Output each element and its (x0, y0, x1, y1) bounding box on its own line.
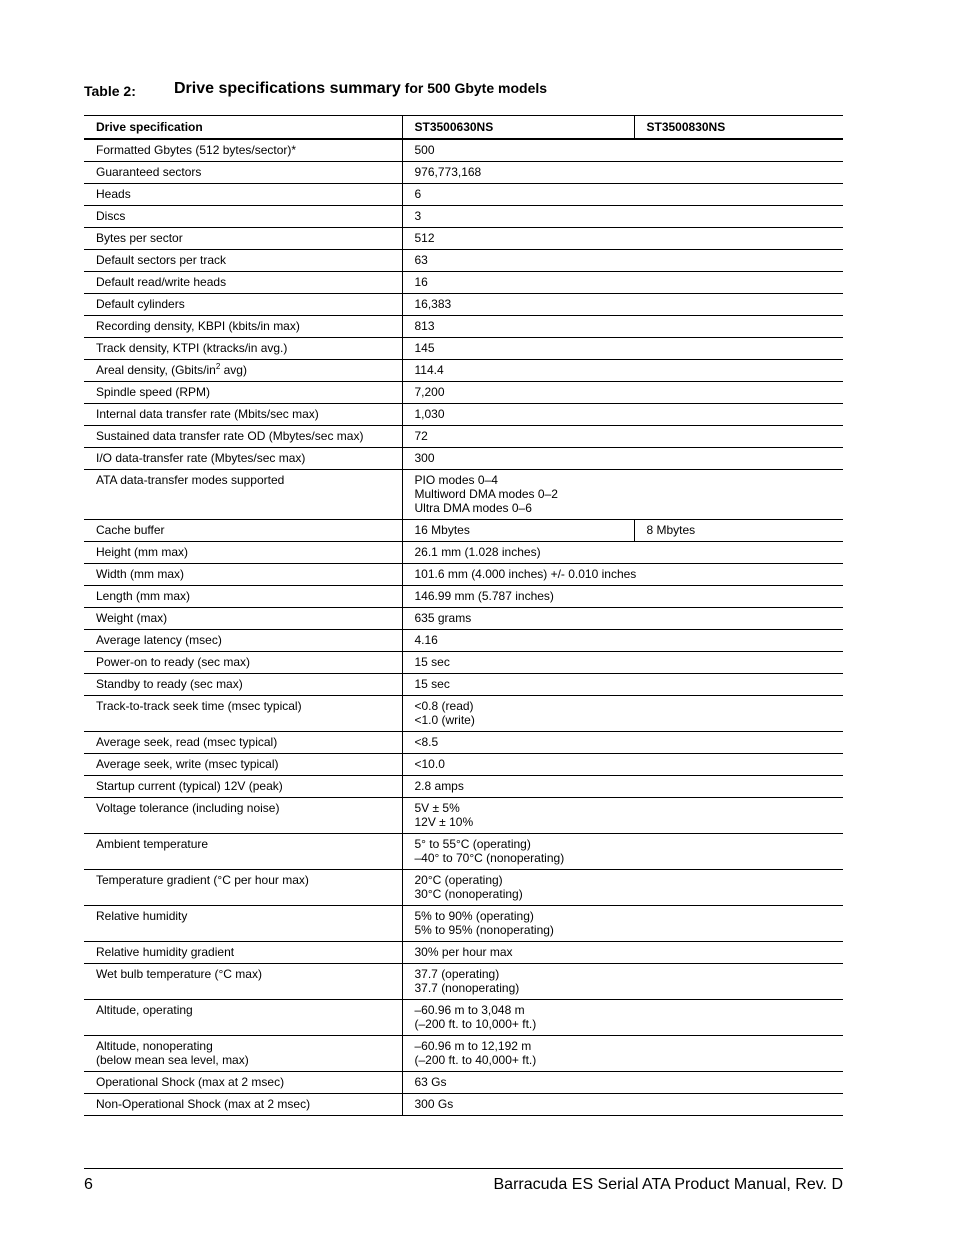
table-row (84, 250, 843, 272)
spec-name: Power-on to ready (sec max) (96, 655, 251, 669)
table-row (84, 1072, 843, 1094)
spec-value: 5° to 55°C (operating) (414, 837, 531, 851)
spec-value-cell (402, 426, 843, 448)
spec-value-cell (402, 942, 843, 964)
spec-name-cell (84, 542, 402, 564)
spec-value: 5V ± 5% (414, 801, 460, 815)
table-row (84, 338, 843, 360)
spec-value-cell (402, 586, 843, 608)
spec-name: Length (mm max) (96, 589, 191, 603)
spec-value-cell (402, 139, 843, 162)
spec-name-suffix: avg) (220, 363, 247, 377)
table-body (84, 139, 843, 1116)
spec-value: 813 (414, 319, 435, 333)
spec-name-cell (84, 586, 402, 608)
spec-value: 15 sec (414, 655, 450, 669)
spec-value-cell (402, 964, 843, 1000)
spec-name: Bytes per sector (96, 231, 183, 245)
spec-name-cell (84, 696, 402, 732)
spec-name: Height (mm max) (96, 545, 189, 559)
spec-name-cell (84, 228, 402, 250)
spec-value: <10.0 (414, 757, 445, 771)
spec-value-cell (402, 250, 843, 272)
table-title (174, 80, 547, 98)
spec-value: 30°C (nonoperating) (414, 887, 523, 901)
spec-value-cell (402, 316, 843, 338)
spec-value-cell (402, 448, 843, 470)
table-row (84, 630, 843, 652)
footer-divider (84, 1168, 843, 1169)
spec-value: 63 Gs (414, 1075, 447, 1089)
spec-value: 26.1 mm (1.028 inches) (414, 545, 541, 559)
table-row (84, 426, 843, 448)
table-row (84, 942, 843, 964)
spec-name: I/O data-transfer rate (Mbytes/sec max) (96, 451, 306, 465)
spec-value-st3500830ns: 8 Mbytes (634, 520, 843, 542)
spec-value: 16 Mbytes (414, 523, 470, 537)
spec-value-cell (402, 382, 843, 404)
spec-value-cell (402, 404, 843, 426)
spec-name-cell (84, 1000, 402, 1036)
spec-name: Formatted Gbytes (512 bytes/sector)* (96, 143, 297, 157)
table-row (84, 382, 843, 404)
spec-name: Startup current (typical) 12V (peak) (96, 779, 283, 793)
spec-name-cell (84, 426, 402, 448)
spec-value: –40° to 70°C (nonoperating) (414, 851, 565, 865)
spec-name-cell (84, 564, 402, 586)
spec-name: Ambient temperature (96, 837, 209, 851)
spec-name-cell (84, 798, 402, 834)
spec-name-cell (84, 272, 402, 294)
table-row (84, 542, 843, 564)
spec-value: 6 (414, 187, 422, 201)
spec-name-cell (84, 448, 402, 470)
spec-name-cell (84, 360, 402, 382)
spec-name: Relative humidity gradient (96, 945, 235, 959)
table-row (84, 228, 843, 250)
table-row (84, 964, 843, 1000)
header-st3500830ns: ST3500830NS (634, 116, 843, 140)
spec-name: Recording density, KBPI (kbits/in max) (96, 319, 300, 333)
spec-name-qualifier: (below mean sea level, max) (96, 1053, 249, 1067)
spec-value: 16 (414, 275, 428, 289)
table-row (84, 674, 843, 696)
spec-name-cell (84, 674, 402, 696)
spec-value: 72 (414, 429, 428, 443)
spec-name: Average seek, write (msec typical) (96, 757, 279, 771)
spec-value: 16,383 (414, 297, 452, 311)
spec-name-cell (84, 906, 402, 942)
table-header-row (84, 116, 843, 140)
spec-value-cell (402, 1000, 843, 1036)
spec-value: <1.0 (write) (414, 713, 475, 727)
table-row (84, 139, 843, 162)
spec-value: 3 (414, 209, 422, 223)
spec-value-cell (402, 228, 843, 250)
spec-value: 12V ± 10% (414, 815, 474, 829)
table-row (84, 652, 843, 674)
spec-value-cell (402, 564, 843, 586)
spec-name: Wet bulb temperature (°C max) (96, 967, 262, 981)
page-number: 6 (84, 1176, 93, 1193)
spec-value-cell (402, 608, 843, 630)
spec-value: 63 (414, 253, 428, 267)
spec-name: Voltage tolerance (including noise) (96, 801, 280, 815)
table-row (84, 316, 843, 338)
spec-name: Areal density, (Gbits/in (96, 363, 216, 377)
table-row (84, 798, 843, 834)
table-row (84, 520, 843, 542)
spec-name-cell (84, 520, 402, 542)
spec-name: ATA data-transfer modes supported (96, 473, 285, 487)
spec-value: 4.16 (414, 633, 438, 647)
table-row (84, 696, 843, 732)
spec-name: Default cylinders (96, 297, 185, 311)
table-row (84, 1000, 843, 1036)
spec-value-cell (402, 272, 843, 294)
table-row (84, 586, 843, 608)
table-row (84, 294, 843, 316)
drive-specifications-table (84, 115, 843, 1116)
spec-value-cell (402, 294, 843, 316)
table-row (84, 608, 843, 630)
spec-name: Guaranteed sectors (96, 165, 202, 179)
spec-name-cell (84, 1036, 402, 1072)
spec-name: Default sectors per track (96, 253, 227, 267)
spec-value-cell (402, 360, 843, 382)
spec-name-cell (84, 250, 402, 272)
table-row (84, 1094, 843, 1116)
spec-value-cell (402, 776, 843, 798)
table-row (84, 272, 843, 294)
spec-name: Track density, KTPI (ktracks/in avg.) (96, 341, 288, 355)
spec-name-cell (84, 754, 402, 776)
table-row (84, 162, 843, 184)
spec-name-cell (84, 382, 402, 404)
table-title-main: Drive specifications summary (174, 80, 401, 97)
spec-name: Discs (96, 209, 126, 223)
spec-name: Average latency (msec) (96, 633, 222, 647)
spec-name-cell (84, 470, 402, 520)
spec-value: 5% to 90% (operating) (414, 909, 534, 923)
spec-name-cell (84, 294, 402, 316)
spec-value-cell (402, 798, 843, 834)
spec-name: Track-to-track seek time (msec typical) (96, 699, 302, 713)
table-row (84, 184, 843, 206)
spec-value: <8.5 (414, 735, 439, 749)
spec-value-cell (402, 754, 843, 776)
spec-name-cell (84, 404, 402, 426)
spec-value: 976,773,168 (414, 165, 482, 179)
spec-name-cell (84, 732, 402, 754)
spec-name-cell (84, 1094, 402, 1116)
spec-value: 30% per hour max (414, 945, 513, 959)
spec-value: –60.96 m to 12,192 m (414, 1039, 532, 1053)
table-row (84, 870, 843, 906)
spec-name: Heads (96, 187, 131, 201)
spec-name-cell (84, 162, 402, 184)
spec-value-cell (402, 1094, 843, 1116)
spec-value: 7,200 (414, 385, 445, 399)
spec-value: 512 (414, 231, 435, 245)
table-row (84, 732, 843, 754)
spec-name-cell (84, 1072, 402, 1094)
spec-value: 500 (414, 143, 435, 157)
spec-value: 300 (414, 451, 435, 465)
table-row (84, 906, 843, 942)
spec-value-cell (402, 696, 843, 732)
table-row (84, 564, 843, 586)
spec-value: 635 grams (414, 611, 472, 625)
table-row (84, 1036, 843, 1072)
spec-name-cell (84, 942, 402, 964)
spec-value: 15 sec (414, 677, 450, 691)
spec-name-cell (84, 184, 402, 206)
table-row (84, 776, 843, 798)
table-row (84, 754, 843, 776)
document-title: Barracuda ES Serial ATA Product Manual, Rev. D (493, 1176, 843, 1193)
table-number-label: Table 2: (84, 83, 136, 99)
spec-value: 5% to 95% (nonoperating) (414, 923, 554, 937)
spec-value-cell (402, 834, 843, 870)
spec-value: 2.8 amps (414, 779, 464, 793)
spec-value: (–200 ft. to 40,000+ ft.) (414, 1053, 537, 1067)
spec-value-cell (402, 184, 843, 206)
spec-name: Sustained data transfer rate OD (Mbytes/sec max) (96, 429, 364, 443)
table-row (84, 404, 843, 426)
spec-name: Average seek, read (msec typical) (96, 735, 278, 749)
spec-value: Ultra DMA modes 0–6 (414, 501, 532, 515)
spec-name: Temperature gradient (°C per hour max) (96, 873, 309, 887)
spec-value: 1,030 (414, 407, 445, 421)
spec-name-cell (84, 652, 402, 674)
header-st3500630ns: ST3500630NS (402, 116, 634, 140)
spec-value-cell (402, 630, 843, 652)
table-row (84, 834, 843, 870)
spec-name: Altitude, operating (96, 1003, 193, 1017)
spec-value-cell (402, 542, 843, 564)
spec-name-cell (84, 608, 402, 630)
table-title-rest: for 500 Gbyte models (400, 80, 548, 96)
spec-name-cell (84, 206, 402, 228)
spec-name: Standby to ready (sec max) (96, 677, 243, 691)
spec-value-cell (402, 652, 843, 674)
spec-name-cell (84, 338, 402, 360)
spec-value: 145 (414, 341, 435, 355)
spec-value-cell (402, 674, 843, 696)
spec-name-cell (84, 139, 402, 162)
spec-value-cell (402, 162, 843, 184)
header-drive-specification: Drive specification (84, 116, 402, 140)
spec-name: Altitude, nonoperating (96, 1039, 213, 1053)
table-row (84, 448, 843, 470)
spec-value: (–200 ft. to 10,000+ ft.) (414, 1017, 537, 1031)
spec-value-cell (402, 732, 843, 754)
spec-value-cell (402, 520, 634, 542)
spec-value-cell (402, 338, 843, 360)
spec-name-cell (84, 870, 402, 906)
spec-name-cell (84, 834, 402, 870)
table-row (84, 470, 843, 520)
spec-value: Multiword DMA modes 0–2 (414, 487, 558, 501)
spec-name-superscript: 2 (215, 362, 221, 371)
table-row (84, 360, 843, 382)
spec-name: Cache buffer (96, 523, 165, 537)
spec-name: Spindle speed (RPM) (96, 385, 211, 399)
spec-name: Relative humidity (96, 909, 188, 923)
spec-name: Operational Shock (max at 2 msec) (96, 1075, 285, 1089)
spec-name: Width (mm max) (96, 567, 184, 581)
spec-value-cell (402, 1036, 843, 1072)
spec-name-cell (84, 316, 402, 338)
spec-name-cell (84, 630, 402, 652)
spec-value: 101.6 mm (4.000 inches) +/- 0.010 inches (414, 567, 637, 581)
spec-value: 146.99 mm (5.787 inches) (414, 589, 554, 603)
spec-value: –60.96 m to 3,048 m (414, 1003, 525, 1017)
spec-value-cell (402, 870, 843, 906)
spec-name-cell (84, 776, 402, 798)
spec-value-cell (402, 906, 843, 942)
table-row (84, 206, 843, 228)
spec-name: Internal data transfer rate (Mbits/sec max) (96, 407, 319, 421)
spec-name-cell (84, 964, 402, 1000)
spec-value-cell (402, 470, 843, 520)
spec-value: 37.7 (operating) (414, 967, 500, 981)
spec-value: 37.7 (nonoperating) (414, 981, 520, 995)
spec-value: 300 Gs (414, 1097, 454, 1111)
spec-name: Non-Operational Shock (max at 2 msec) (96, 1097, 311, 1111)
spec-value: 114.4 (414, 363, 444, 377)
spec-value: 20°C (operating) (414, 873, 503, 887)
spec-name: Weight (max) (96, 611, 168, 625)
spec-value: PIO modes 0–4 (414, 473, 498, 487)
spec-name: Default read/write heads (96, 275, 227, 289)
spec-value-cell (402, 1072, 843, 1094)
spec-value-cell (402, 206, 843, 228)
spec-value: <0.8 (read) (414, 699, 474, 713)
